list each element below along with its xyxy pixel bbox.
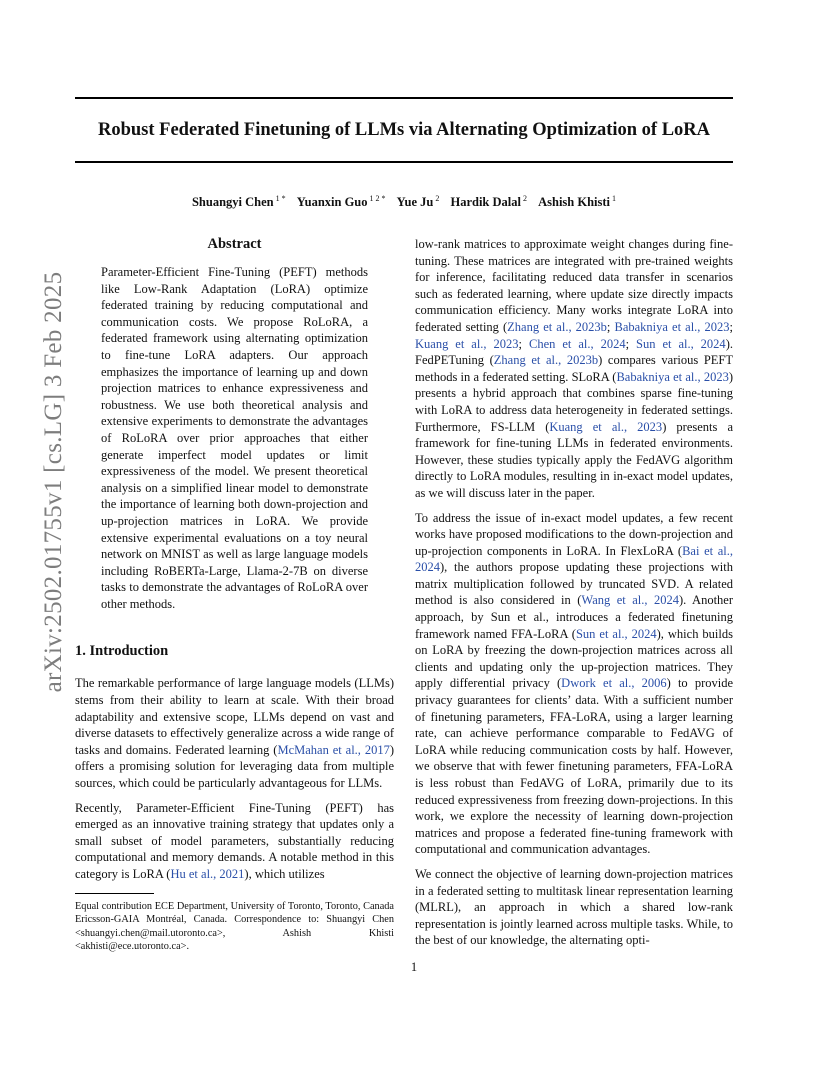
section-heading-introduction: 1. Introduction: [75, 643, 169, 660]
author: Hardik Dalal $^2$: [450, 194, 527, 209]
citation-link[interactable]: Babakniya et al., 2023: [614, 319, 730, 334]
intro-paragraph-1: The remarkable performance of large language models (LLMs) stems from their ability to learn at scale. With their broad adaptability and extensive scope, LLMs depend on vast and diverse datasets to effectively generalize across a wide range of tasks and domains. Federated learning (McMahan et al., 2017) offers a promising solution for leveraging data from multiple sources, which could be particularly advantageous for LLMs.: [75, 676, 394, 791]
right-paragraph-2: To address the issue of in-exact model updates, a few recent works have proposed modifications to the down-projection and up-projection components in LoRA. In FlexLoRA (Bai et al., 2024), the authors propose updating these projections with matrix multiplication followed by truncated SVD. A related method is also considered in (Wang et al., 2024). Another approach, by Sun et al., introduces a federated finetuning framework named FFA-LoRA (Sun et al., 2024), which builds on LoRA by freezing the down-projection matrices across all clients and updating only the up-projection matrices. They apply differential privacy (Dwork et al., 2006) to provide privacy guarantees for clients’ data. With a sufficient number of finetuning parameters, FFA-LoRA, using a larger learning rate, can achieve performance comparable to FedAVG of LoRA while reducing communication costs by half. However, we observe that with fewer finetuning parameters, FFA-LoRA is less robust than FedAVG of LoRA, primarily due to its reduced expressiveness from freezing down-projections. In this work, we explore the necessity of learning down-projection matrices and propose a federated fine-tuning framework with computational and communication advantages.: [415, 510, 734, 857]
citation-link[interactable]: Kuang et al., 2023: [415, 336, 519, 351]
footnote: Equal contribution ECE Department, University of Toronto, Toronto, Canada Ericsson-GAIA Montréal, Canada. Correspondence to: Shuangyi Chen <shuangyi.chen@mail.utoronto.ca>, Ashish Khisti <akhisti@ece.utoronto.ca>.: [75, 900, 394, 953]
abstract-heading: Abstract: [207, 236, 262, 252]
citation-link[interactable]: Bai et al., 2024: [415, 543, 733, 575]
citation-link[interactable]: Kuang et al., 2023: [549, 419, 663, 434]
right-paragraph-3: We connect the objective of learning down-projection matrices in a federated setting to multitask linear representation learning (MLRL), an approach in which a shared low-rank representation is jointly learned across multiple tasks. While, to the best of our knowledge, the alternating opti-: [415, 866, 733, 948]
citation-link[interactable]: Sun et al., 2024: [575, 626, 657, 641]
citation-link[interactable]: Sun et al., 2024: [636, 336, 726, 351]
intro-paragraph-2: Recently, Parameter-Efficient Fine-Tuning (PEFT) has emerged as an innovative training strategy that updates only a small subset of model parameters, substantially reducing computational and memory demands. A notable method in this category is LoRA (Hu et al., 2021), which utilizes: [75, 800, 394, 881]
citation-link[interactable]: Chen et al., 2024: [528, 336, 626, 351]
right-column: [415, 236, 733, 957]
top-rule: [75, 97, 733, 99]
paper-title: Robust Federated Finetuning of LLMs via Alternating Optimization of LoRA: [97, 120, 711, 140]
citation-link[interactable]: Zhang et al., 2023b: [507, 319, 607, 334]
arxiv-identifier: arXiv:2502.01755v1 [cs.LG] 3 Feb 2025: [40, 271, 67, 693]
citation-link[interactable]: Hu et al., 2021: [170, 867, 245, 881]
citation-link[interactable]: McMahan et al., 2017: [277, 742, 390, 757]
citation-link[interactable]: Zhang et al., 2023b: [493, 353, 599, 368]
abstract-text: Parameter-Efficient Fine-Tuning (PEFT) methods like Low-Rank Adaptation (LoRA) optimize federated training by reducing computational and communication costs. We propose RoLoRA, a federated framework using alternating optimization to fine-tune LoRA adapters. Our approach emphasizes the importance of learning up and down projection matrices to enhance expressiveness and robustness. We use both theoretical analysis and extensive experiments to demonstrate the advantages of RoLoRA over prior approaches that either generate imperfect model updates or limit expressiveness of the model. We present theoretical analysis on a simplified linear model to demonstrate the importance of learning both down-projection and up-projection matrices in LoRA. We provide extensive experimental evaluations on a toy neural network on MNIST as well as large language models including RoBERTa-Large, Llama-2-7B on diverse tasks to demonstrate the advantages of RoLoRA over other methods.: [101, 265, 368, 611]
author-list: [75, 189, 733, 212]
title-bottom-rule: [75, 161, 733, 163]
footnote-rule: [75, 893, 154, 894]
citation-link[interactable]: Babakniya et al., 2023: [616, 369, 729, 384]
author: Yuanxin Guo $^{1 2 *}$: [296, 194, 386, 209]
citation-link[interactable]: Wang et al., 2024: [581, 593, 679, 608]
left-column: [75, 234, 394, 954]
citation-link[interactable]: Dwork et al., 2006: [561, 676, 667, 691]
right-paragraph-1: low-rank matrices to approximate weight changes during fine-tuning. These matrices are integrated with pre-trained weights for inference, facilitating reduced data transfer in scenarios such as federated learning, where update size directly impacts communication efficiency. Many works integrate LoRA into federated setting (Zhang et al., 2023b; Babakniya et al., 2023; Kuang et al., 2023; Chen et al., 2024; Sun et al., 2024). FedPETuning (Zhang et al., 2023b) compares various PEFT methods in a federated setting. SLoRA (Babakniya et al., 2023) presents a hybrid approach that combines sparse fine-tuning with LoRA to address data heterogeneity in federated settings. Furthermore, FS-LLM (Kuang et al., 2023) presents a framework for fine-tuning LLMs in federated environments. However, these studies typically apply the FedAVG algorithm directly to LoRA modules, resulting in in-exact model updates, as we will discuss later in the paper.: [415, 237, 734, 500]
author: Shuangyi Chen $^{1 *}$: [191, 194, 286, 209]
page-number: 1: [410, 960, 418, 974]
author: Yue Ju $^2$: [396, 194, 440, 209]
author: Ashish Khisti $^1$: [538, 194, 617, 209]
